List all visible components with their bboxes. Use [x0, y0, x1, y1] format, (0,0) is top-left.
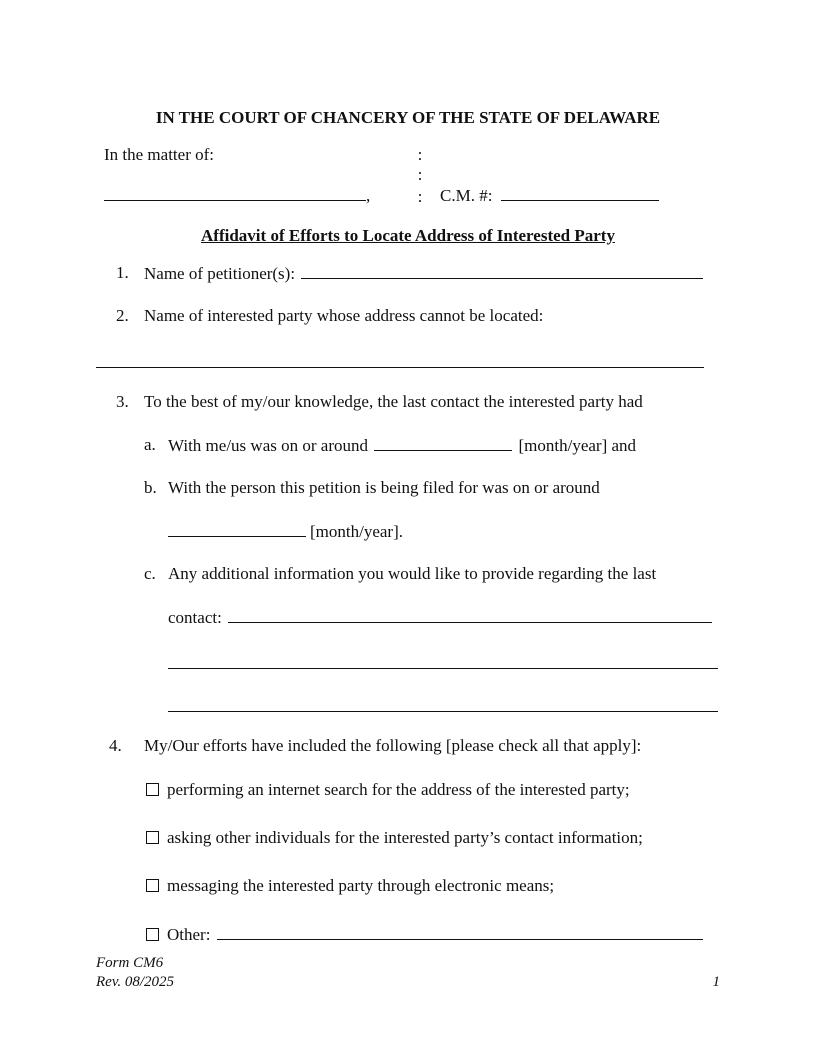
- item-1-row: [144, 263, 703, 284]
- caption-colon: :: [417, 145, 423, 164]
- court-title: IN THE COURT OF CHANCERY OF THE STATE OF DELAWARE: [155, 108, 661, 127]
- petitioner-label: Name of petitioner(s):: [144, 264, 296, 283]
- matter-name-comma: ,: [366, 186, 371, 205]
- checkbox[interactable]: [146, 879, 159, 892]
- item-1-number: 1.: [116, 263, 129, 282]
- interested-party-label: Name of interested party whose address cannot be located:: [144, 306, 544, 325]
- additional-info-row: [168, 607, 712, 628]
- option-label: asking other individuals for the interested party’s contact information;: [167, 828, 643, 847]
- matter-label: In the matter of:: [104, 145, 214, 164]
- option-label: Other:: [167, 925, 211, 944]
- checkbox-option-electronic[interactable]: [146, 876, 554, 896]
- contact-with-person-suffix: [month/year].: [310, 522, 403, 541]
- caption-colon: :: [417, 187, 423, 206]
- efforts-label: My/Our efforts have included the following [please check all that apply]:: [144, 736, 642, 755]
- additional-info-label: Any additional information you would like to provide regarding the last: [168, 564, 657, 583]
- item-4-number: 4.: [109, 736, 122, 755]
- checkbox-option-individuals[interactable]: [146, 828, 643, 848]
- other-efforts-blank[interactable]: [217, 924, 703, 940]
- item-3b-letter: b.: [144, 478, 157, 497]
- additional-info-blank[interactable]: [168, 711, 718, 712]
- interested-party-name-blank[interactable]: [96, 367, 704, 368]
- matter-name-blank[interactable]: [104, 185, 366, 201]
- contact-with-me-date-blank[interactable]: [374, 435, 512, 451]
- checkbox-option-other[interactable]: [146, 924, 703, 945]
- item-2-number: 2.: [116, 306, 129, 325]
- item-3b-date-row: [168, 521, 403, 542]
- checkbox-option-internet[interactable]: [146, 780, 630, 800]
- item-3-number: 3.: [116, 392, 129, 411]
- additional-info-blank[interactable]: [168, 668, 718, 669]
- cm-label: C.M. #:: [440, 186, 493, 205]
- checkbox[interactable]: [146, 831, 159, 844]
- page-number: 1: [712, 974, 720, 990]
- cm-number-line[interactable]: [440, 185, 659, 206]
- cm-number-blank[interactable]: [501, 185, 659, 201]
- matter-name-line[interactable]: [104, 185, 370, 206]
- contact-with-me-label: With me/us was on or around: [168, 436, 368, 455]
- checkbox[interactable]: [146, 783, 159, 796]
- option-label: messaging the interested party through electronic means;: [167, 876, 555, 895]
- contact-with-person-date-blank[interactable]: [168, 521, 306, 537]
- last-contact-label: To the best of my/our knowledge, the last contact the interested party had: [144, 392, 643, 411]
- contact-with-me-suffix: [month/year] and: [518, 436, 637, 455]
- option-label: performing an internet search for the address of the interested party;: [167, 780, 630, 799]
- additional-info-blank[interactable]: [228, 607, 712, 623]
- checkbox[interactable]: [146, 928, 159, 941]
- item-3a-row: [168, 435, 636, 456]
- contact-with-person-label: With the person this petition is being filed for was on or around: [168, 478, 600, 497]
- contact-label: contact:: [168, 608, 222, 627]
- caption-colon: :: [417, 165, 423, 184]
- petitioner-name-blank[interactable]: [301, 263, 703, 279]
- form-title: Affidavit of Efforts to Locate Address of Interested Party: [201, 226, 615, 245]
- form-revision: Rev. 08/2025: [96, 974, 175, 990]
- item-3a-letter: a.: [144, 435, 156, 454]
- form-id: Form CM6: [96, 955, 164, 971]
- item-3c-letter: c.: [144, 564, 156, 583]
